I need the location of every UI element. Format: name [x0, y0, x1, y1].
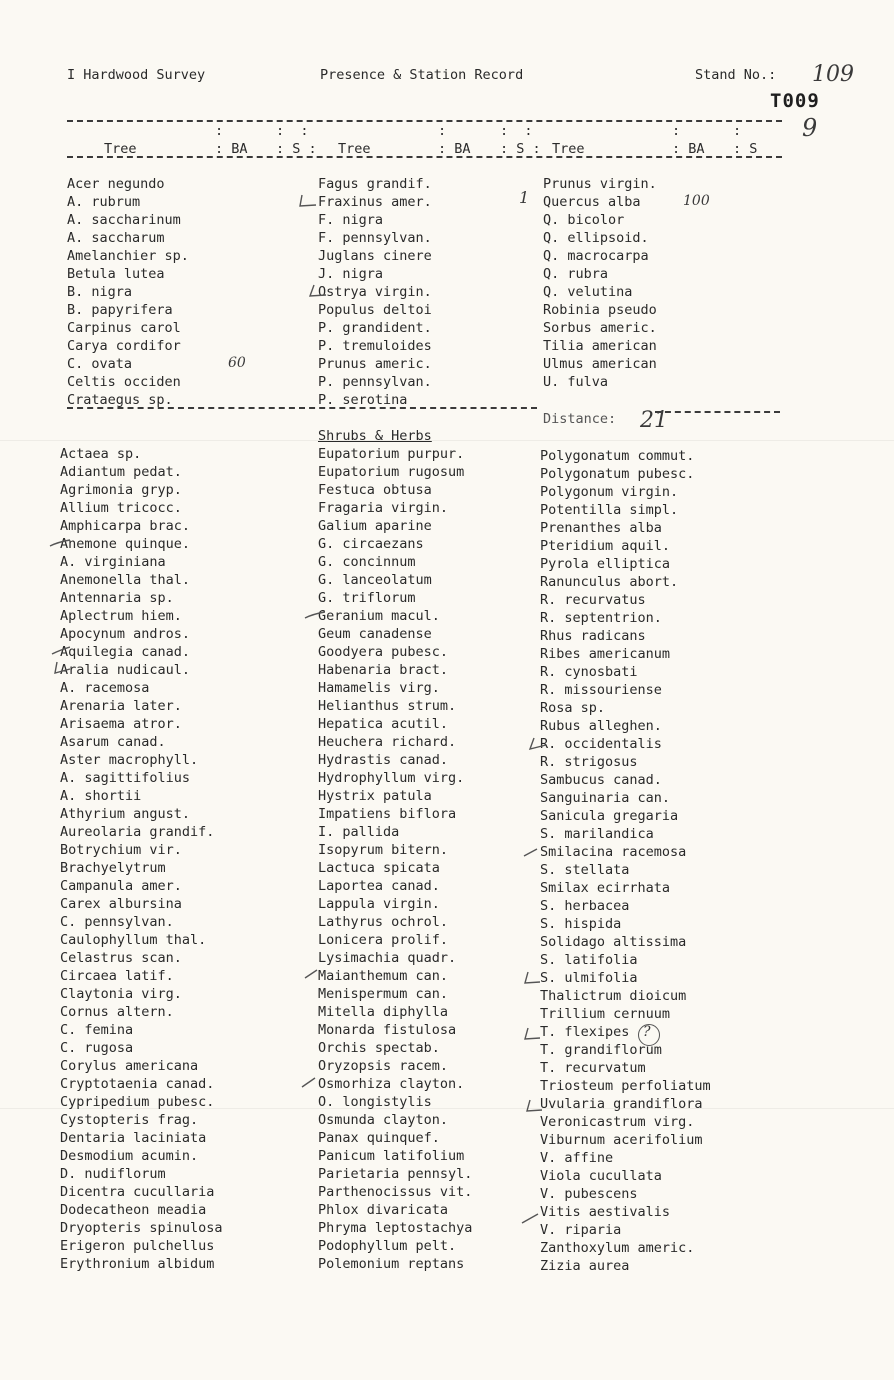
herb-species: Apocynum andros. — [60, 626, 191, 642]
herb-species: C. rugosa — [60, 1040, 134, 1056]
tree-species: Ulmus american — [543, 356, 657, 372]
tree-species: Ostrya virgin. — [318, 284, 432, 300]
herb-species: Arisaema atror. — [60, 716, 182, 732]
herb-species: A. virginiana — [60, 554, 166, 570]
herb-species: Osmorhiza clayton. — [318, 1076, 465, 1092]
colon-mark: : : — [276, 123, 309, 139]
herb-species: Dicentra cucullaria — [60, 1184, 215, 1200]
paper-fold — [0, 1108, 894, 1109]
check-mark-icon — [52, 660, 72, 676]
tree-species: Acer negundo — [67, 176, 165, 192]
flexipes-query-note: ? — [643, 1024, 651, 1040]
herb-species: Heuchera richard. — [318, 734, 457, 750]
colon-mark: : — [438, 123, 447, 139]
survey-title: I Hardwood Survey — [67, 67, 206, 83]
herb-species: Smilax ecirrhata — [540, 880, 671, 896]
herb-species: Campanula amer. — [60, 878, 182, 894]
herb-species: Amphicarpa brac. — [60, 518, 191, 534]
herb-species: Adiantum pedat. — [60, 464, 182, 480]
herb-species: Caulophyllum thal. — [60, 932, 207, 948]
fraxinus-tally-mark: 1 — [519, 188, 530, 207]
herb-species: Aquilegia canad. — [60, 644, 191, 660]
herb-species: Brachyelytrum — [60, 860, 166, 876]
herb-species: S. marilandica — [540, 826, 654, 842]
tree-species: J. nigra — [318, 266, 384, 282]
tree-species: Q. ellipsoid. — [543, 230, 649, 246]
check-mark-icon — [522, 1026, 542, 1042]
herb-species: Polygonatum commut. — [540, 448, 695, 464]
herb-species: Smilacina racemosa — [540, 844, 687, 860]
herb-species: Eupatorium rugosum — [318, 464, 465, 480]
s-header-2: : S : — [500, 141, 541, 157]
check-mark-icon — [524, 1098, 544, 1114]
tree-species: Fraxinus amer. — [318, 194, 432, 210]
herb-species: Erigeron pulchellus — [60, 1238, 215, 1254]
tree-species: A. saccharum — [67, 230, 165, 246]
tree-species: P. tremuloides — [318, 338, 432, 354]
tree-list-1 — [67, 175, 189, 409]
stand-stamp: T009 — [770, 90, 820, 112]
s-header-1: : S : — [276, 141, 317, 157]
herb-species: Erythronium albidum — [60, 1256, 215, 1272]
herb-species: Panax quinquef. — [318, 1130, 440, 1146]
herb-species: Cornus altern. — [60, 1004, 174, 1020]
herb-species: Eupatorium purpur. — [318, 446, 465, 462]
herb-species: Corylus americana — [60, 1058, 199, 1074]
herb-species: Helianthus strum. — [318, 698, 457, 714]
herb-species: Actaea sp. — [60, 446, 142, 462]
herb-species: Zizia aurea — [540, 1258, 630, 1274]
distance-label: Distance: — [543, 411, 617, 427]
herb-species: Dentaria laciniata — [60, 1130, 207, 1146]
tree-species: A. saccharinum — [67, 212, 181, 228]
check-mark-icon — [303, 606, 325, 622]
tree-species: Prunus virgin. — [543, 176, 657, 192]
herb-species: Oryzopsis racem. — [318, 1058, 449, 1074]
tree-species: P. serotina — [318, 392, 408, 408]
tree-section-rule-right — [655, 411, 780, 413]
quercus-ba-note: 100 — [683, 193, 710, 209]
herb-species: Aureolaria grandif. — [60, 824, 215, 840]
herb-species: Fragaria virgin. — [318, 500, 449, 516]
check-mark-icon — [308, 283, 328, 299]
herb-species: Dryopteris spinulosa — [60, 1220, 223, 1236]
herb-species: Goodyera pubesc. — [318, 644, 449, 660]
tree-species: Betula lutea — [67, 266, 165, 282]
herb-species: Carex albursina — [60, 896, 182, 912]
herb-species: Claytonia virg. — [60, 986, 182, 1002]
herb-species: Circaea latif. — [60, 968, 174, 984]
herb-species: Aster macrophyll. — [60, 752, 199, 768]
tree-header-3: Tree — [552, 141, 585, 157]
herb-species: Allium tricocc. — [60, 500, 182, 516]
herb-species: Pyrola elliptica — [540, 556, 671, 572]
herb-species: C. femina — [60, 1022, 134, 1038]
tree-species: F. nigra — [318, 212, 384, 228]
colon-mark: : — [672, 123, 681, 139]
tree-species: Sorbus americ. — [543, 320, 657, 336]
herb-species: Potentilla simpl. — [540, 502, 679, 518]
tree-header-1: Tree — [104, 141, 137, 157]
tree-species: Juglans cinere — [318, 248, 432, 264]
herb-species: Lappula virgin. — [318, 896, 440, 912]
herb-species: A. racemosa — [60, 680, 150, 696]
ovata-ba-note: 60 — [228, 355, 246, 371]
tree-species: Q. velutina — [543, 284, 633, 300]
herb-species: Lathyrus ochrol. — [318, 914, 449, 930]
stand-label: Stand No.: — [695, 67, 777, 83]
colon-mark: : — [733, 123, 742, 139]
tree-species: Prunus americ. — [318, 356, 432, 372]
herb-species: Sanicula gregaria — [540, 808, 679, 824]
tree-species: Q. bicolor — [543, 212, 625, 228]
herb-species: Parietaria pennsyl. — [318, 1166, 473, 1182]
herb-species: Festuca obtusa — [318, 482, 432, 498]
herb-species: R. septentrion. — [540, 610, 662, 626]
herb-species: Osmunda clayton. — [318, 1112, 449, 1128]
herb-species: Hamamelis virg. — [318, 680, 440, 696]
herb-species: Phryma leptostachya — [318, 1220, 473, 1236]
s-header-3: : S — [733, 141, 758, 157]
shrubs-heading: Shrubs & Herbs — [318, 428, 432, 444]
herb-species: Menispermum can. — [318, 986, 449, 1002]
herb-species: D. nudiflorum — [60, 1166, 166, 1182]
herb-species: Laportea canad. — [318, 878, 440, 894]
herb-species: Aralia nudicaul. — [60, 662, 191, 678]
herb-species: Hydrophyllum virg. — [318, 770, 465, 786]
ba-header-3: : BA — [672, 141, 705, 157]
herb-species: Cystopteris frag. — [60, 1112, 199, 1128]
herb-species: I. pallida — [318, 824, 400, 840]
herb-species: Rubus alleghen. — [540, 718, 662, 734]
herb-species: Thalictrum dioicum — [540, 988, 687, 1004]
check-mark-icon — [50, 642, 70, 658]
tree-list-3 — [543, 175, 657, 391]
herb-species: Celastrus scan. — [60, 950, 182, 966]
herb-species: V. pubescens — [540, 1186, 638, 1202]
herb-species: S. ulmifolia — [540, 970, 638, 986]
tree-species: Amelanchier sp. — [67, 248, 189, 264]
herb-species: T. flexipes — [540, 1024, 630, 1040]
herb-species: Mitella diphylla — [318, 1004, 449, 1020]
record-title: Presence & Station Record — [320, 67, 524, 83]
herb-species: Viburnum acerifolium — [540, 1132, 703, 1148]
herb-species: R. recurvatus — [540, 592, 646, 608]
paper-fold — [0, 440, 894, 441]
check-mark-icon — [522, 970, 542, 986]
herb-species: G. circaezans — [318, 536, 424, 552]
herb-species: R. strigosus — [540, 754, 638, 770]
check-mark-icon — [48, 534, 72, 550]
herb-species: Pteridium aquil. — [540, 538, 671, 554]
handwritten-nine: 9 — [802, 114, 818, 142]
herb-species: Solidago altissima — [540, 934, 687, 950]
ba-header-1: : BA — [215, 141, 248, 157]
herb-species: Isopyrum bitern. — [318, 842, 449, 858]
herb-species: Asarum canad. — [60, 734, 166, 750]
tree-species: B. papyrifera — [67, 302, 173, 318]
tree-species: Robinia pseudo — [543, 302, 657, 318]
herb-species: R. cynosbati — [540, 664, 638, 680]
tree-species: Carya cordifor — [67, 338, 181, 354]
herb-species: Cypripedium pubesc. — [60, 1094, 215, 1110]
herb-species: Monarda fistulosa — [318, 1022, 457, 1038]
herb-species: Geum canadense — [318, 626, 432, 642]
herb-species: Rosa sp. — [540, 700, 606, 716]
herb-species: Lonicera prolif. — [318, 932, 449, 948]
colon-mark: : — [215, 123, 224, 139]
herb-species: Rhus radicans — [540, 628, 646, 644]
tree-header-2: Tree — [338, 141, 371, 157]
herb-species: Galium aparine — [318, 518, 432, 534]
tree-species: C. ovata — [67, 356, 133, 372]
tree-species: Celtis occiden — [67, 374, 181, 390]
herb-species: Athyrium angust. — [60, 806, 191, 822]
herb-species: Arenaria later. — [60, 698, 182, 714]
herb-species: Botrychium vir. — [60, 842, 182, 858]
tree-species: U. fulva — [543, 374, 609, 390]
herb-species: Dodecatheon meadia — [60, 1202, 207, 1218]
herb-species: Antennaria sp. — [60, 590, 174, 606]
herb-list-3 — [540, 447, 711, 1275]
tree-species: A. rubrum — [67, 194, 141, 210]
herb-species: G. triflorum — [318, 590, 416, 606]
herb-species: O. longistylis — [318, 1094, 432, 1110]
herb-species: Maianthemum can. — [318, 968, 449, 984]
tree-species: Q. rubra — [543, 266, 609, 282]
herb-species: Vitis aestivalis — [540, 1204, 671, 1220]
herb-species: A. sagittifolius — [60, 770, 191, 786]
herb-list-2 — [318, 445, 472, 1273]
herb-species: Impatiens biflora — [318, 806, 457, 822]
herb-species: Hepatica acutil. — [318, 716, 449, 732]
check-mark-icon — [526, 736, 548, 752]
tree-species: P. grandident. — [318, 320, 432, 336]
tree-species: Tilia american — [543, 338, 657, 354]
check-mark-icon — [520, 1210, 542, 1226]
colon-mark: : : — [500, 123, 533, 139]
check-mark-icon — [298, 193, 318, 209]
herb-species: Podophyllum pelt. — [318, 1238, 457, 1254]
herb-species: T. grandiflorum — [540, 1042, 662, 1058]
herb-species: Orchis spectab. — [318, 1040, 440, 1056]
tree-species: Fagus grandif. — [318, 176, 432, 192]
herb-species: Aplectrum hiem. — [60, 608, 182, 624]
herb-species: Veronicastrum virg. — [540, 1114, 695, 1130]
check-mark-icon — [303, 966, 323, 982]
stand-number-handwritten: 109 — [812, 62, 854, 87]
herb-species: Uvularia grandiflora — [540, 1096, 703, 1112]
ba-header-2: : BA — [438, 141, 471, 157]
herb-species: Lactuca spicata — [318, 860, 440, 876]
herb-species: V. riparia — [540, 1222, 622, 1238]
herb-species: Desmodium acumin. — [60, 1148, 199, 1164]
tree-species: Carpinus carol — [67, 320, 181, 336]
herb-species: Ranunculus abort. — [540, 574, 679, 590]
herb-species: G. lanceolatum — [318, 572, 432, 588]
check-mark-icon — [522, 844, 542, 860]
herb-species: S. latifolia — [540, 952, 638, 968]
tree-species: Quercus alba — [543, 194, 641, 210]
herb-species: S. stellata — [540, 862, 630, 878]
distance-value: 21 — [640, 408, 668, 433]
tree-species: P. pennsylvan. — [318, 374, 432, 390]
herb-species: Anemonella thal. — [60, 572, 191, 588]
tree-section-rule — [67, 407, 537, 409]
herb-species: Trillium cernuum — [540, 1006, 671, 1022]
herb-species: G. concinnum — [318, 554, 416, 570]
herb-species: V. affine — [540, 1150, 614, 1166]
herb-species: Cryptotaenia canad. — [60, 1076, 215, 1092]
herb-species: Triosteum perfoliatum — [540, 1078, 711, 1094]
herb-species: Sambucus canad. — [540, 772, 662, 788]
herb-species: Lysimachia quadr. — [318, 950, 457, 966]
herb-species: Polygonum virgin. — [540, 484, 679, 500]
tree-species: Q. macrocarpa — [543, 248, 649, 264]
tree-species: F. pennsylvan. — [318, 230, 432, 246]
herb-list-1 — [60, 445, 223, 1273]
herb-species: Habenaria bract. — [318, 662, 449, 678]
herb-species: Agrimonia gryp. — [60, 482, 182, 498]
herb-species: Parthenocissus vit. — [318, 1184, 473, 1200]
herb-species: Sanguinaria can. — [540, 790, 671, 806]
herb-species: Hydrastis canad. — [318, 752, 449, 768]
herb-species: S. herbacea — [540, 898, 630, 914]
herb-species: R. occidentalis — [540, 736, 662, 752]
herb-species: Ribes americanum — [540, 646, 671, 662]
herb-species: Panicum latifolium — [318, 1148, 465, 1164]
tree-species: Populus deltoi — [318, 302, 432, 318]
herb-species: Anemone quinque. — [60, 536, 191, 552]
herb-species: T. recurvatum — [540, 1060, 646, 1076]
herb-species: R. missouriense — [540, 682, 662, 698]
herb-species: Zanthoxylum americ. — [540, 1240, 695, 1256]
herb-species: Prenanthes alba — [540, 520, 662, 536]
herb-species: Polygonatum pubesc. — [540, 466, 695, 482]
herb-species: C. pennsylvan. — [60, 914, 174, 930]
herb-species: Hystrix patula — [318, 788, 432, 804]
tree-list-2 — [318, 175, 432, 409]
herb-species: S. hispida — [540, 916, 622, 932]
tree-species: Crataegus sp. — [67, 392, 173, 408]
herb-species: Viola cucullata — [540, 1168, 662, 1184]
herb-species: Polemonium reptans — [318, 1256, 465, 1272]
herb-species: A. shortii — [60, 788, 142, 804]
check-mark-icon — [300, 1075, 320, 1091]
herb-species: Geranium macul. — [318, 608, 440, 624]
herb-species: Phlox divaricata — [318, 1202, 449, 1218]
tree-species: B. nigra — [67, 284, 133, 300]
